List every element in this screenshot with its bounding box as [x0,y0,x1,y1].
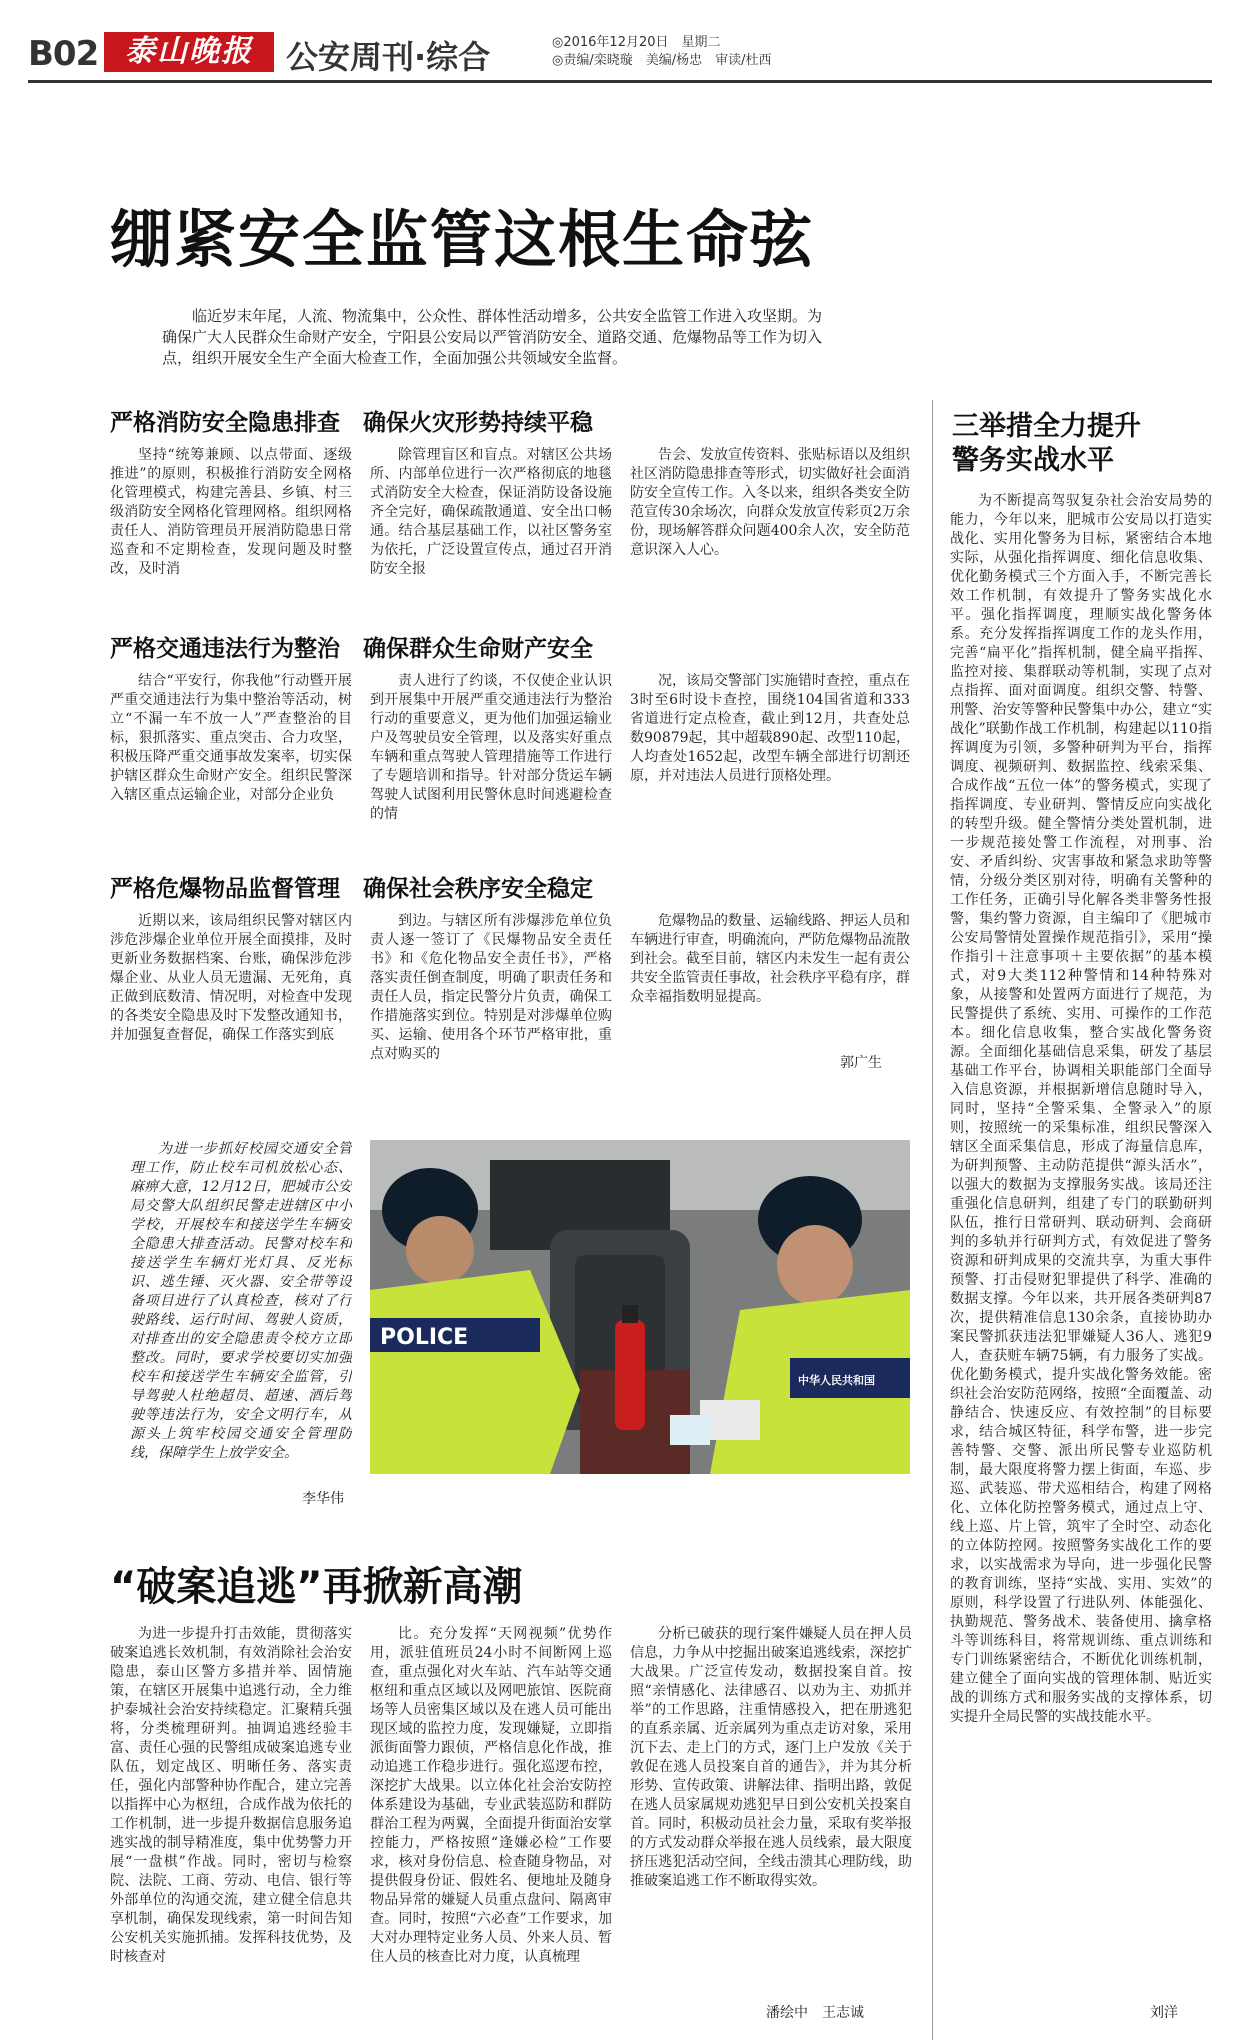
sidebar-body: 为不断提高驾驭复杂社会治安局势的能力，今年以来，肥城市公安局以打造实战化、实用化警务为目标，紧密结合本地实际，从强化指挥调度、细化信息收集、优化勤务模式三个方面入手，不断完善长效工作机制，有效提升了警务实战化水平。强化指挥调度，理顺实战化警务体系。充分发挥指挥调度工作的龙头作用，完善“扁平化”指挥机制，健全扁平指挥、监控对接、集群联动等机制，实现了点对点指挥、面对面调度。组织交警、特警、刑警、治安等警种民警集中办公，建立“实战化”联勤作战工作机制，构建起以110指挥调度为引领，多警种研判为平台，指挥调度、视频研判、数据监控、线索采集、合成作战“五位一体”的警务模式，实现了指挥调度、专业研判、警情反应向实战化的转型升级。健全警情分类处置机制，进一步规范接处警工作流程，对刑事、治安、矛盾纠纷、灾害事故和紧急求助等警情，分级分类区别对待，明确有关警种的工作任务，正确引导化解各类非警务性报警，集约警力资源，自主编印了《肥城市公安局警情处置操作规范指引》，采用“操作指引＋注意事项＋主要依据”的基本模式，对9大类112种警情和14种特殊对象，从接警和处置两方面进行了规范，为民警提供了系统、实用、可操作的工作范本。细化信息收集，整合实战化警务资源。全面细化基础信息采集，研发了基层基础工作平台，协调相关职能部门全面导入信息资源，并根据新增信息随时导入，同时，坚持“全警采集、全警录入”的原则，按照统一的采集标准，组织民警深入辖区全面采集信息，形成了海量信息库，为研判预警、主动防范提供“源头活水”，以强大的数据为支撑服务实战。该局还注重强化信息研判，组建了专门的联勤研判队伍，推行日常研判、联动研判、会商研判的多轨并行研判方式，有效促进了警务资源和研判成果的交流共享，为重大事件预警、打击侵财犯罪提供了科学、准确的数据支撑。今年以来，共开展各类研判87次，提供精准信息130余条，直接协助办案民警抓获违法犯罪嫌疑人36人、逃犯9人，查获赃车辆75辆，有力服务了实战。优化勤务模式，提升实战化警务效能。密织社会治安防范网络，按照“全面覆盖、动静结合、快速反应、有效控制”的目标要求，结合城区特征，科学布警，进一步完善特警、交警、派出所民警专业巡防机制，最大限度将警力摆上街面，车巡、步巡、武装巡、带犬巡相结合，构建了网格化、立体化防控警务模式，通过点上守、线上巡、片上管，筑牢了全时空、动态化的立体防控网。按照警务实战化工作的要求，以实战需求为导向，进一步强化民警的教育训练，坚持“实战、实用、实效”的原则，科学设置了行进队列、体能强化、执勤规范、警务战术、装备使用、擒拿格斗等训练科目，将常规训练、重点训练和专门训练紧密结合，不断优化训练机制，建立健全了面向实战的管理体制、贴近实战的训练方式和服务实战的支撑体系，切实提升全局民警的实战技能水平。 [950,493,1212,1725]
main-headline: 绷紧安全监管这根生命弦 [110,203,815,276]
subhead-traffic: 严格交通违法行为整治 确保群众生命财产安全 [110,636,593,662]
subhead-fire-safety: 严格消防安全隐患排查 确保火灾形势持续平稳 [110,410,593,436]
article-column: 告会、发放宣传资料、张贴标语以及组织社区消防隐患排查等形式，切实做好社会面消防安全宣传工作。入冬以来，组织各类安全防范宣传30余场次，向群众发放宣传彩页2万余份，现场解答群众问题400余人次，安全防范意识深入人心。 [630,447,910,558]
article-column: 为进一步提升打击效能，贯彻落实破案追逃长效机制，有效消除社会治安隐患，泰山区警方多措并举、固情施策，在辖区开展集中追逃行动，全力维护泰城社会治安持续稳定。汇聚精兵强将，分类梳理研判。抽调追逃经验丰富、责任心强的民警组成破案追逃专业队伍，划定战区、明晰任务、落实责任，强化内部警种协作配合，建立完善以指挥中心为枢纽，合成作战为依托的工作机制，进一步提升数据信息服务追逃实战的制导精准度，集中优势警力开展“一盘棋”作战。同时，密切与检察院、法院、工商、劳动、电信、银行等外部单位的沟通交流，建立健全信息共享机制，确保发现线索，第一时间告知公安机关实施抓捕。发挥科技优势，及时核查对 [110,1626,352,1965]
photo-caption: 为进一步抓好校园交通安全管理工作，防止校车司机放松心态、麻痹大意，12月12日，肥城市公安局交警大队组织民警走进辖区中小学校，开展校车和接送学生车辆安全隐患大排查活动。民警对校车和接送学生车辆灯光灯具、反光标识、逃生锤、灭火器、安全带等设备项目进行了认真检查，核对了行驶路线、运行时间、驾驶人资质，对排查出的安全隐患责令校方立即整改。同时，要求学校要切实加强校车和接送学生车辆安全监管，引导驾驶人杜绝超员、超速、酒后驾驶等违法行为，安全文明行车，从源头上筑牢校园交通安全管理防线，保障学生上放学安全。 [130,1141,352,1461]
article-column: 结合“平安行，你我他”行动暨开展严重交通违法行为集中整治等活动，树立“不漏一车不放一人”严查整治的目标，狠抓落实、重点突击、合力攻坚，积极压降严重交通事故发案率，切实保护辖区群众生命财产安全。组织民警深入辖区重点运输企业，对部分企业负 [110,673,352,803]
sidebar-headline [952,410,1141,478]
section-title: 公安周刊·综合 [286,38,491,76]
page-number: B02 [28,34,99,74]
lead-paragraph: 临近岁末年尾，人流、物流集中，公众性、群体性活动增多，公共安全监管工作进入攻坚期。为确保广大人民群众生命财产安全，宁阳县公安局以严管消防安全、道路交通、危爆物品等工作为切入点，组织开展安全生产全面大检查工作，全面加强公共领域安全监督。 [162,307,823,367]
article-column: 分析已破获的现行案件嫌疑人员在押人员信息，力争从中挖掘出破案追逃线索，深挖扩大战果。广泛宣传发动，数据投案自首。按照“亲情感化、法律感召、以劝为主、劝抓并举”的工作思路，注重情感投入，把在册逃犯的直系亲属、近亲属列为重点走访对象，采用沉下去、走上门的方式，逐门上户发放《关于敦促在逃人员投案自首的通告》，并为其分析形势、宣传政策、讲解法律、指明出路，敦促在逃人员家属规劝逃犯早日到公安机关投案自首。同时，积极动员社会力量，采取有奖举报的方式发动群众举报在逃人员线索，最大限度挤压逃犯活动空间，全线击溃其心理防线，助推破案追逃工作不断取得实效。 [630,1626,912,1889]
article-column: 比。充分发挥“天网视频”优势作用，派驻值班员24小时不间断网上巡查，重点强化对火车站、汽车站等交通枢纽和重点区域以及网吧旅馆、医院商场等人员密集区域以及在逃人员可能出现区域的监控力度，发现嫌疑，立即指派街面警力跟侦，严格信息化作战，推动追逃工作稳步进行。强化巡逻布控，深挖扩大战果。以立体化社会治安防控体系建设为基础，专业武装巡防和群防群治工程为两翼，全面提升街面治安掌控能力，严格按照“逢嫌必检”工作要求，核对身份信息、检查随身物品，对提供假身份证、假姓名、便地址及随身物品异常的嫌疑人员重点盘问、隔离审查。同时，按照“六必查”工作要求，加大对办理特定业务人员、外来人员、暂住人员的核查比对力度，认真梳理 [370,1626,612,1965]
byline: 郭广生 [840,1055,882,1071]
sidebar-byline: 刘洋 [1150,2005,1178,2021]
sidebar-headline-line1: 三举措全力提升 [952,411,1141,442]
date-line: ◎2016年12月20日 星期二 [552,35,721,50]
badge-text: 中华人民共和国 [798,1374,875,1387]
sidebar-headline-line2: 警务实战水平 [952,445,1114,476]
article-column: 责人进行了约谈，不仅使企业认识到开展集中开展严重交通违法行为整治行动的重要意义，更为他们加强运输业户及驾驶员安全管理，以及落实好重点车辆和重点驾驶人管理措施等工作进行了专题培训和指导。针对部分货运车辆驾驶人试图利用民警休息时间逃避检查的情 [370,673,612,822]
subhead-explosives: 严格危爆物品监督管理 确保社会秩序安全稳定 [110,876,593,902]
article-column: 近期以来，该局组织民警对辖区内涉危涉爆企业单位开展全面摸排，及时更新业务数据档案、台账，确保涉危涉爆企业、从业人员无遗漏、无死角，真正做到底数清、情况明，对检查中发现的各类安全隐患及时下发整改通知书，并加强复查督促，确保工作落实到底 [110,913,352,1043]
article-column: 况，该局交警部门实施错时查控，重点在3时至6时设卡查控，围绕104国省道和333省道进行定点检查，截止到12月，共查处总数90879起，其中超载890起、改型110起，人均查处1652起，改型车辆全部进行切割还原，并对违法人员进行顶格处理。 [630,673,910,784]
news-photo [370,1140,910,1474]
police-label: POLICE [380,1325,469,1350]
editor-line: ◎责编/栾晓璇 美编/杨忠 审读/杜西 [552,53,772,68]
newspaper-logo: 泰山晚报 [104,32,274,72]
article-column: 除管理盲区和盲点。对辖区公共场所、内部单位进行一次严格彻底的地毯式消防安全大检查，保证消防设备设施齐全完好，确保疏散通道、安全出口畅通。结合基层基础工作，以社区警务室为依托，广泛设置宣传点，通过召开消防安全报 [370,447,612,577]
photo-illustration [370,1140,910,1474]
column-divider [932,400,933,2040]
article-column: 到边。与辖区所有涉爆涉危单位负责人逐一签订了《民爆物品安全责任书》和《危化物品安全责任书》，严格落实责任倒查制度，明确了职责任务和责任人员，指定民警分片负责，确保工作措施落实到位。特别是对涉爆单位购买、运输、使用各个环节严格审批，重点对购买的 [370,913,612,1062]
byline: 潘绘中 王志诚 [766,2005,864,2021]
masthead [28,30,1212,80]
article-column: 危爆物品的数量、运输线路、押运人员和车辆进行审查，明确流向，严防危爆物品流散到社会。截至目前，辖区内未发生一起有责公共安全监管责任事故，社会秩序平稳有序，群众幸福指数明显提高。 [630,913,910,1005]
article-column: 坚持“统筹兼顾、以点带面、逐级推进”的原则，积极推行消防安全网格化管理模式，构建完善县、乡镇、村三级消防安全网格化管理网格。组织网格责任人、消防管理员开展消防隐患日常巡查和不定期检查，发现问题及时整改，及时消 [110,447,352,577]
issue-meta [552,34,771,70]
second-headline: “破案追逃”再掀新高潮 [110,1564,523,1610]
masthead-rule [28,80,1212,83]
photo-byline: 李华伟 [302,1491,344,1507]
